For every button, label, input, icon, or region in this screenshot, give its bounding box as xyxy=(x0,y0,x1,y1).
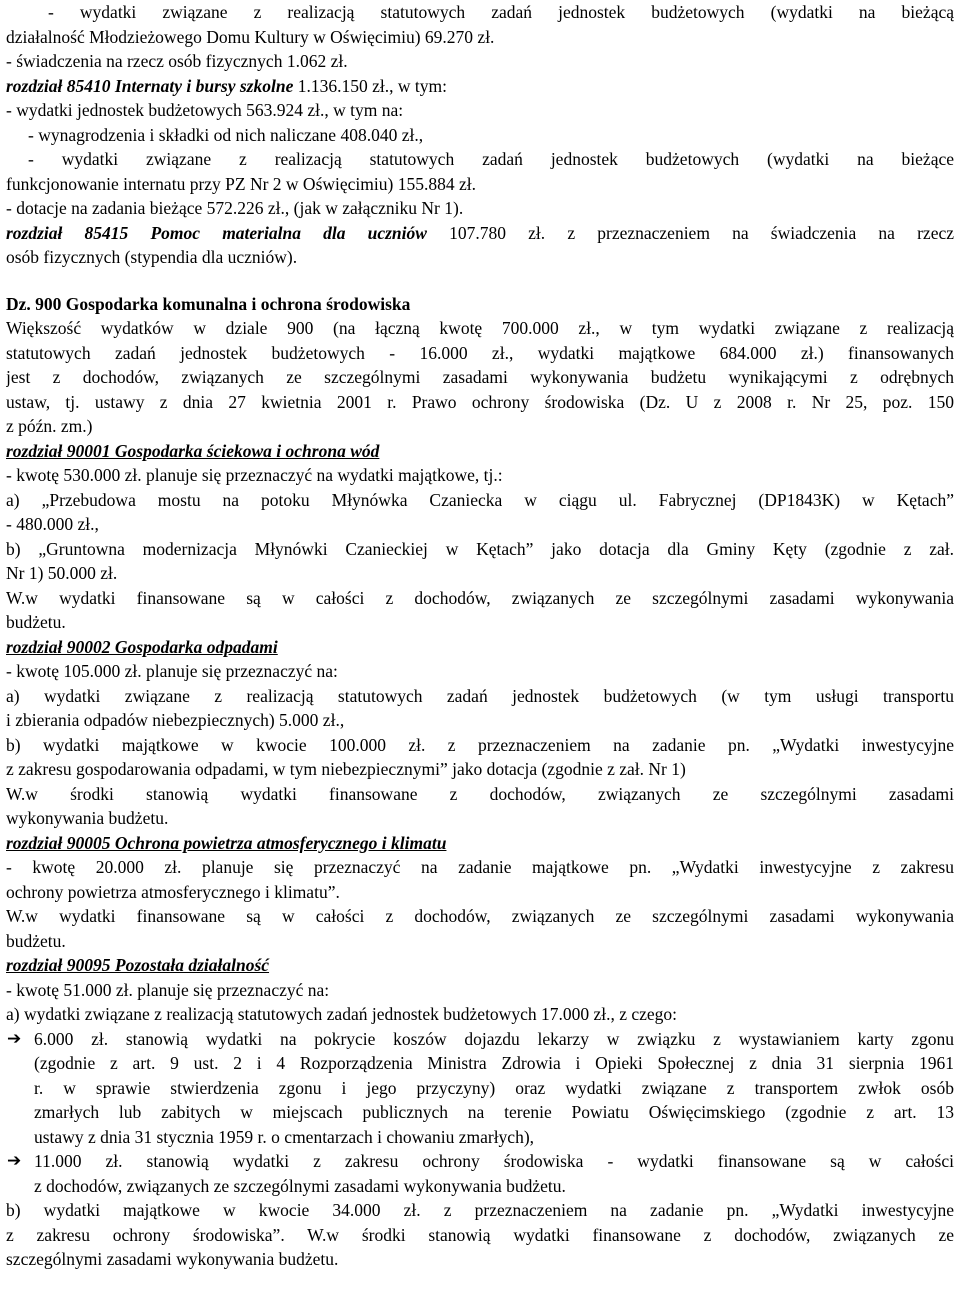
text-line: funkcjonowanie internatu przy PZ Nr 2 w Oświęcimiu) 155.884 zł. xyxy=(6,173,476,194)
text-line: - świadczenia na rzecz osób fizycznych 1.062 zł. xyxy=(6,51,348,71)
text-line: statutowych zadań jednostek budżetowych - 16.000 zł., wydatki majątkowe 684.000 zł.) finansowanych xyxy=(6,342,954,363)
text-line: - kwotę 20.000 zł. planuje się przeznaczyć na zadanie majątkowe pn. „Wydatki inwestycyjne z zakresu xyxy=(6,857,954,877)
text-line: działalność Młodzieżowego Domu Kultury w Oświęcimiu) 69.270 zł. xyxy=(6,26,495,47)
section-heading-90005: rozdział 90005 Ochrona powietrza atmosferycznego i klimatu xyxy=(6,832,447,853)
section-heading-90002: rozdział 90002 Gospodarka odpadami xyxy=(6,636,278,657)
text-line: - wynagrodzenia i składki od nich naliczane 408.040 zł., xyxy=(28,124,424,145)
text-line: jest z dochodów, związanych ze szczególnymi zasadami wykonywania budżetu wynikającymi z odrębnych xyxy=(6,367,954,387)
heading-text: rozdział 85415 Pomoc materialna dla uczniów xyxy=(6,222,427,243)
text-line: - wydatki jednostek budżetowych 563.924 zł., w tym na: xyxy=(6,100,404,120)
text-line: z późn. zm.) xyxy=(6,416,93,436)
text-line: z zakresu gospodarowania odpadami, w tym niebezpiecznymi” jako dotacja (zgodnie z zał. Nr 1) xyxy=(6,759,686,779)
text-line: W.w wydatki finansowane są w całości z dochodów, związanych ze szczególnymi zasadami wykonywania xyxy=(6,906,954,926)
text-line: - wydatki związane z realizacją statutowych zadań jednostek budżetowych (wydatki na bieżącą xyxy=(48,2,954,22)
text-line: - wydatki związane z realizacją statutowych zadań jednostek budżetowych (wydatki na bieżące xyxy=(28,149,954,169)
text-line: i zbierania odpadów niebezpiecznych) 5.000 zł., xyxy=(6,710,345,730)
text-line: wykonywania budżetu. xyxy=(6,808,169,828)
section-heading-90001: rozdział 90001 Gospodarka ściekowa i ochrona wód xyxy=(6,440,380,461)
text-line: b) wydatki majątkowe w kwocie 34.000 zł. z przeznaczeniem na zadanie pn. „Wydatki inwestycyjne xyxy=(6,1200,954,1220)
bullet-text: 11.000 zł. stanowią wydatki z zakresu ochrony środowiska - wydatki finansowane są w całości xyxy=(34,1151,954,1171)
text-line: a) wydatki związane z realizacją statutowych zadań jednostek budżetowych 17.000 zł., z czego: xyxy=(6,1004,678,1024)
text-line: - kwotę 105.000 zł. planuje się przeznaczyć na: xyxy=(6,661,338,681)
text-line: ochrony powietrza atmosferycznego i klimatu”. xyxy=(6,881,340,902)
text-line: a) wydatki związane z realizacją statutowych zadań jednostek budżetowych (w tym usługi transportu xyxy=(6,685,954,706)
text-line: - kwotę 51.000 zł. planuje się przeznaczyć na: xyxy=(6,979,330,1000)
paragraph-gap xyxy=(6,270,954,292)
section-heading-85415 xyxy=(6,221,954,246)
bullet-text: 6.000 zł. stanowią wydatki na pokrycie koszów dojazdu lekarzy w związku z wystawianiem karty zgonu xyxy=(34,1028,954,1049)
text-line: b) wydatki majątkowe w kwocie 100.000 zł. z przeznaczeniem na zadanie pn. „Wydatki inwestycyjne xyxy=(6,734,954,755)
text-line: W.w środki stanowią wydatki finansowane z dochodów, związanych ze szczególnymi zasadami xyxy=(6,783,954,804)
text-line: a) „Przebudowa mostu na potoku Młynówka Czaniecka w ciągu ul. Fabrycznej (DP1843K) w Kętach” xyxy=(6,489,954,510)
right-arrow-icon: ➔ xyxy=(7,1028,22,1049)
text-line: budżetu. xyxy=(6,930,66,951)
text-line: - dotacje na zadania bieżące 572.226 zł., (jak w załączniku Nr 1). xyxy=(6,198,464,218)
text-line: b) „Gruntowna modernizacja Młynówki Czanieckiej w Kętach” jako dotacja dla Gminy Kęty (zgodnie z zał. xyxy=(6,538,954,559)
text-line: W.w wydatki finansowane są w całości z dochodów, związanych ze szczególnymi zasadami wykonywania xyxy=(6,587,954,608)
text-line: ustaw, tj. ustawy z dnia 27 kwietnia 2001 r. Prawo ochrony środowiska (Dz. U z 2008 r. Nr 25, poz. 150 xyxy=(6,391,954,412)
right-arrow-icon: ➔ xyxy=(7,1151,22,1171)
section-heading-90095: rozdział 90095 Pozostała działalność xyxy=(6,955,270,975)
text-line: z dochodów, związanych ze szczególnymi zasadami wykonywania budżetu. xyxy=(34,1175,566,1196)
text-line: ustawy z dnia 31 stycznia 1959 r. o cmentarzach i chowaniu zmarłych), xyxy=(34,1126,535,1147)
text-line: Większość wydatków w dziale 900 (na łączną kwotę 700.000 zł., w tym wydatki związane z realizacją xyxy=(6,318,954,338)
heading-amount: 107.780 zł. z przeznaczeniem na świadczenia na rzecz xyxy=(426,222,954,243)
text-line: osób fizycznych (stypendia dla uczniów). xyxy=(6,247,298,267)
text-line: z zakresu ochrony środowiska”. W.w środki stanowią wydatki finansowane z dochodów, związanych ze xyxy=(6,1224,954,1245)
text-line: - 480.000 zł., xyxy=(6,514,99,534)
chapter-heading-900: Dz. 900 Gospodarka komunalna i ochrona środowiska xyxy=(6,293,411,314)
heading-text: rozdział 85410 Internaty i bursy szkolne xyxy=(6,75,294,96)
text-line: Nr 1) 50.000 zł. xyxy=(6,563,118,583)
text-line: szczególnymi zasadami wykonywania budżetu. xyxy=(6,1249,339,1269)
text-line: - kwotę 530.000 zł. planuje się przeznaczyć na wydatki majątkowe, tj.: xyxy=(6,465,503,485)
heading-amount: 1.136.150 zł., w tym: xyxy=(293,75,447,96)
bullet-item xyxy=(6,1027,954,1052)
text-line: (zgodnie z art. 9 ust. 2 i 4 Rozporządzenia Ministra Zdrowia i Opieki Społecznej z dnia 31 sierpnia 1961 xyxy=(34,1053,954,1073)
section-heading-85410 xyxy=(6,74,954,99)
text-line: zmarłych lub zabitych w miejscach publicznych na terenie Powiatu Oświęcimskiego (zgodnie z art. 13 xyxy=(34,1102,954,1122)
bullet-item xyxy=(6,1149,954,1174)
text-line: budżetu. xyxy=(6,612,66,632)
text-line: r. w sprawie stwierdzenia zgonu i jego przyczyny) oraz wydatki związane z transportem zwłok osób xyxy=(34,1077,954,1098)
